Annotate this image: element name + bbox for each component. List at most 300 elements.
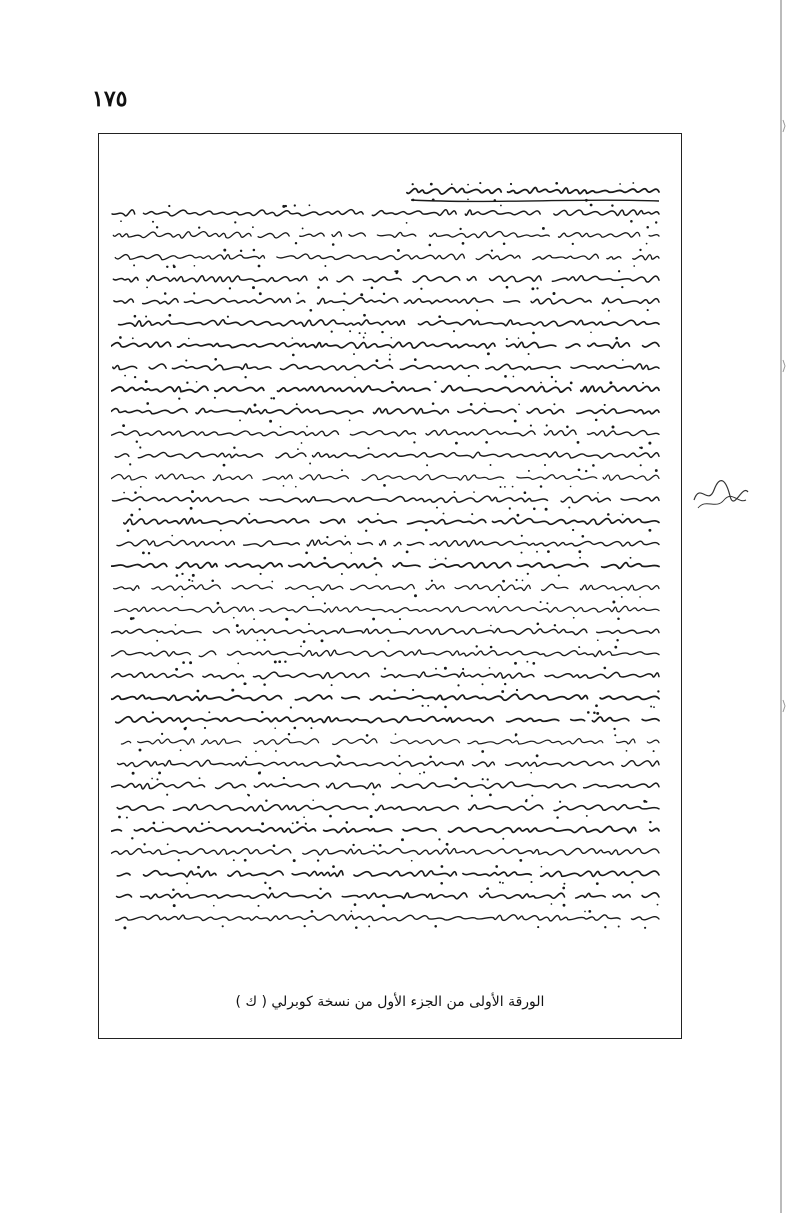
diacritic-dot: [381, 331, 383, 333]
ink-stroke: [117, 871, 659, 877]
manuscript-line: [111, 557, 659, 577]
diacritic-dot: [355, 926, 358, 929]
diacritic-dot: [211, 580, 214, 583]
diacritic-dot: [614, 734, 616, 736]
ink-stroke: [113, 364, 659, 370]
diacritic-dot: [134, 376, 136, 378]
diacritic-dot: [399, 618, 401, 620]
manuscript-line: [111, 380, 659, 400]
diacritic-dot: [387, 640, 389, 642]
diacritic-dot: [127, 529, 130, 532]
diacritic-dot: [476, 645, 478, 647]
diacritic-dot: [192, 574, 195, 577]
diacritic-dot: [178, 397, 180, 399]
diacritic-dot: [531, 795, 533, 797]
diacritic-dot: [524, 491, 527, 494]
diacritic-dot: [431, 580, 433, 582]
diacritic-dot: [273, 844, 276, 847]
diacritic-dot: [372, 618, 375, 621]
diacritic-dot: [482, 778, 484, 780]
diacritic-dot: [223, 249, 226, 252]
diacritic-dot: [554, 624, 556, 626]
diacritic-dot: [129, 463, 131, 465]
diacritic-dot: [332, 865, 335, 868]
manuscript-line: [111, 336, 659, 356]
diacritic-dot: [537, 926, 539, 928]
diacritic-dot: [397, 249, 400, 252]
diacritic-dot: [423, 771, 425, 773]
diacritic-dot: [499, 881, 501, 883]
diacritic-dot: [162, 822, 164, 824]
diacritic-dot: [383, 293, 385, 295]
diacritic-dot: [168, 314, 171, 317]
manuscript-line: [116, 910, 659, 929]
manuscript-line: [117, 865, 659, 885]
diacritic-dot: [420, 288, 422, 290]
diacritic-dot: [305, 823, 307, 825]
diacritic-dot: [655, 221, 657, 223]
diacritic-dot: [521, 535, 523, 537]
diacritic-dot: [603, 667, 606, 670]
diacritic-dot: [604, 926, 606, 928]
diacritic-dot: [391, 337, 393, 339]
diacritic-dot: [274, 660, 277, 663]
diacritic-dot: [156, 226, 158, 228]
diacritic-dot: [259, 771, 261, 773]
diacritic-dot: [301, 442, 303, 444]
diacritic-dot: [632, 182, 634, 184]
diacritic-dot: [311, 910, 314, 913]
diacritic-dot: [649, 821, 651, 823]
diacritic-dot: [562, 887, 565, 890]
diacritic-dot: [375, 574, 377, 576]
diacritic-dot: [118, 816, 121, 819]
diacritic-dot: [297, 448, 299, 450]
diacritic-dot: [263, 639, 265, 641]
diacritic-dot: [495, 865, 498, 868]
diacritic-dot: [476, 309, 478, 311]
diacritic-dot: [233, 617, 235, 619]
manuscript-line: [115, 249, 659, 269]
diacritic-dot: [132, 337, 134, 339]
ink-stroke: [115, 606, 659, 612]
diacritic-dot: [214, 358, 217, 361]
diacritic-dot: [570, 486, 572, 488]
diacritic-dot: [164, 292, 167, 295]
diacritic-dot: [468, 375, 470, 377]
manuscript-line: [113, 226, 659, 246]
ink-stroke: [117, 540, 659, 547]
diacritic-dot: [359, 332, 361, 334]
manuscript-line: [113, 358, 659, 378]
diacritic-dot: [528, 353, 530, 355]
diacritic-dot: [470, 403, 473, 406]
manuscript-line: [116, 711, 659, 730]
diacritic-dot: [502, 838, 504, 840]
ink-stroke: [111, 650, 659, 657]
diacritic-dot: [213, 905, 215, 907]
diacritic-dot: [530, 772, 532, 774]
diacritic-dot: [653, 750, 655, 752]
diacritic-dot: [261, 822, 264, 825]
diacritic-dot: [198, 226, 200, 228]
diacritic-dot: [151, 778, 153, 780]
diacritic-dot: [573, 617, 575, 619]
diacritic-dot: [236, 624, 239, 627]
diacritic-dot: [349, 420, 351, 422]
ink-stroke: [111, 562, 659, 568]
diacritic-dot: [173, 904, 176, 907]
diacritic-dot: [394, 689, 396, 691]
diacritic-dot: [182, 661, 185, 664]
diacritic-dot: [239, 419, 241, 421]
diacritic-dot: [630, 220, 633, 223]
diacritic-dot: [349, 330, 351, 332]
diacritic-dot: [491, 249, 493, 251]
diacritic-dot: [176, 574, 179, 577]
diacritic-dot: [581, 535, 584, 538]
diacritic-dot: [130, 514, 133, 517]
diacritic-dot: [323, 557, 326, 560]
manuscript-line: [114, 579, 659, 598]
diacritic-dot: [124, 375, 126, 377]
diacritic-dot: [309, 204, 311, 206]
diacritic-dot: [647, 309, 649, 311]
manuscript-frame: [98, 133, 682, 1039]
diacritic-dot: [244, 859, 247, 862]
diacritic-dot: [295, 486, 297, 488]
ink-stroke: [407, 188, 659, 194]
diacritic-dot: [414, 358, 417, 361]
diacritic-dot: [275, 750, 277, 752]
diacritic-dot: [248, 513, 250, 515]
diacritic-dot: [175, 624, 177, 626]
diacritic-dot: [208, 711, 210, 713]
diacritic-dot: [185, 359, 187, 361]
diacritic-dot: [555, 182, 558, 185]
diacritic-dot: [532, 662, 535, 665]
manuscript-line: [111, 314, 659, 334]
manuscript-line: [111, 645, 659, 665]
manuscript-line: [111, 623, 659, 643]
diacritic-dot: [533, 508, 536, 511]
diacritic-dot: [471, 795, 473, 797]
diacritic-dot: [172, 889, 175, 892]
ink-stroke: [111, 408, 659, 414]
diacritic-dot: [317, 286, 320, 289]
diacritic-dot: [482, 683, 484, 685]
diacritic-dot: [531, 287, 534, 290]
diacritic-dot: [269, 887, 272, 890]
diacritic-dot: [372, 793, 374, 795]
diacritic-dot: [412, 689, 414, 691]
diacritic-dot: [434, 381, 436, 383]
ink-stroke: [112, 210, 659, 216]
diacritic-dot: [553, 292, 556, 295]
diacritic-dot: [577, 441, 580, 444]
ink-stroke: [117, 893, 659, 899]
diacritic-dot: [570, 382, 573, 385]
diacritic-dot: [622, 513, 624, 515]
diacritic-dot: [427, 705, 429, 707]
diacritic-dot: [136, 441, 138, 443]
diacritic-dot: [324, 265, 326, 267]
diacritic-dot: [501, 690, 504, 693]
diacritic-dot: [303, 816, 305, 818]
diacritic-dot: [544, 464, 546, 466]
diacritic-dot: [227, 316, 229, 318]
diacritic-dot: [294, 204, 296, 206]
diacritic-dot: [504, 683, 506, 685]
diacritic-dot: [572, 243, 574, 245]
diacritic-dot: [161, 733, 163, 735]
diacritic-dot: [513, 376, 515, 378]
diacritic-dot: [657, 904, 659, 906]
handwritten-text-lines: [111, 174, 671, 934]
diacritic-dot: [188, 579, 190, 581]
diacritic-dot: [204, 727, 206, 729]
ink-stroke: [111, 386, 659, 392]
diacritic-dot: [293, 859, 296, 862]
diacritic-dot: [396, 270, 399, 273]
diacritic-dot: [503, 243, 506, 246]
diacritic-dot: [326, 536, 328, 538]
diacritic-dot: [331, 684, 333, 686]
diacritic-dot: [616, 639, 618, 641]
manuscript-line: [114, 292, 659, 312]
diacritic-dot: [274, 727, 276, 729]
diacritic-dot: [440, 882, 443, 885]
ink-stroke: [111, 672, 659, 679]
diacritic-dot: [621, 286, 623, 288]
diacritic-dot: [429, 756, 432, 759]
diacritic-dot: [175, 668, 178, 671]
manuscript-line: [117, 535, 659, 555]
diacritic-dot: [220, 529, 222, 531]
ink-stroke: [111, 848, 659, 855]
diacritic-dot: [504, 486, 506, 488]
diacritic-dot: [590, 204, 593, 207]
diacritic-dot: [201, 822, 203, 824]
diacritic-dot: [233, 446, 235, 448]
diacritic-dot: [354, 903, 357, 906]
diacritic-dot: [222, 925, 224, 927]
diacritic-dot: [487, 352, 490, 355]
diacritic-dot: [303, 640, 306, 643]
diacritic-dot: [188, 338, 190, 340]
ink-stroke: [115, 254, 659, 260]
diacritic-dot: [502, 882, 504, 884]
manuscript-line: [115, 601, 659, 621]
diacritic-dot: [217, 602, 220, 605]
diacritic-dot: [406, 551, 409, 554]
diacritic-dot: [252, 226, 254, 228]
diacritic-dot: [455, 442, 458, 445]
diacritic-dot: [363, 337, 365, 339]
diacritic-dot: [329, 815, 332, 818]
diacritic-dot: [343, 293, 345, 295]
diacritic-dot: [178, 859, 180, 861]
diacritic-dot: [156, 778, 158, 780]
diacritic-dot: [473, 491, 475, 493]
diacritic-dot: [282, 205, 285, 208]
diacritic-dot: [547, 550, 550, 553]
diacritic-dot: [532, 332, 535, 335]
diacritic-dot: [453, 330, 455, 332]
diacritic-dot: [341, 469, 343, 471]
diacritic-dot: [197, 690, 200, 693]
diacritic-dot: [630, 557, 632, 559]
diacritic-dot: [446, 843, 449, 846]
diacritic-dot: [514, 420, 517, 423]
diacritic-dot: [261, 711, 263, 713]
diacritic-dot: [184, 728, 186, 730]
diacritic-dot: [556, 816, 558, 818]
diacritic-dot: [258, 265, 261, 268]
diacritic-dot: [122, 424, 125, 427]
diacritic-dot: [312, 799, 314, 801]
diacritic-dot: [373, 844, 375, 846]
ink-stroke: [111, 320, 659, 327]
diacritic-dot: [509, 507, 511, 509]
diacritic-dot: [229, 287, 231, 289]
diacritic-dot: [430, 183, 433, 186]
diacritic-dot: [586, 815, 588, 817]
figure-caption: الورقة الأولى من الجزء الأول من نسخة كوبرلي ( ك ): [235, 994, 545, 1010]
diacritic-dot: [292, 822, 294, 824]
diacritic-dot: [650, 706, 652, 708]
diacritic-dot: [441, 865, 444, 868]
diacritic-dot: [231, 689, 234, 692]
diacritic-dot: [551, 903, 553, 905]
diacritic-dot: [498, 596, 500, 598]
ink-stroke: [116, 915, 659, 921]
diacritic-dot: [336, 755, 338, 757]
diacritic-dot: [622, 359, 624, 361]
diacritic-dot: [363, 314, 366, 317]
diacritic-dot: [413, 441, 415, 443]
diacritic-dot: [587, 711, 590, 714]
diacritic-dot: [208, 821, 210, 823]
diacritic-dot: [168, 205, 170, 207]
diacritic-dot: [572, 529, 574, 531]
diacritic-dot: [443, 513, 445, 515]
diacritic-dot: [607, 513, 610, 516]
diacritic-dot: [559, 801, 561, 803]
diacritic-dot: [401, 838, 404, 841]
manuscript-line: [111, 513, 659, 532]
diacritic-dot: [290, 706, 292, 708]
diacritic-dot: [588, 910, 591, 913]
diacritic-dot: [181, 573, 183, 575]
diacritic-dot: [512, 486, 514, 488]
diacritic-dot: [486, 888, 488, 890]
diacritic-dot: [451, 183, 453, 185]
diacritic-dot: [284, 660, 286, 662]
diacritic-dot: [173, 265, 176, 268]
page-edge-strip: [777, 0, 787, 1213]
diacritic-dot: [555, 380, 557, 382]
manuscript-line: [111, 821, 659, 841]
manuscript-line: [117, 799, 659, 819]
diacritic-dot: [145, 380, 148, 383]
diacritic-dot: [193, 292, 195, 294]
diacritic-dot: [597, 492, 599, 494]
diacritic-dot: [365, 530, 367, 532]
diacritic-dot: [260, 573, 262, 575]
diacritic-dot: [234, 221, 236, 223]
diacritic-dot: [639, 249, 641, 251]
diacritic-dot: [269, 420, 272, 423]
diacritic-dot: [453, 491, 455, 493]
diacritic-dot: [398, 755, 400, 757]
diacritic-dot: [551, 376, 553, 378]
diacritic-dot: [536, 754, 539, 757]
diacritic-dot: [426, 464, 428, 466]
diacritic-dot: [522, 580, 524, 582]
ink-stroke: [111, 430, 659, 436]
diacritic-dot: [462, 668, 464, 670]
diacritic-dot: [297, 292, 299, 294]
diacritic-dot: [148, 552, 150, 554]
diacritic-dot: [540, 485, 543, 488]
ink-stroke: [111, 518, 659, 524]
diacritic-dot: [646, 226, 649, 229]
diacritic-dot: [479, 182, 481, 184]
diacritic-dot: [283, 777, 285, 779]
diacritic-dot: [194, 265, 196, 267]
diacritic-dot: [146, 287, 148, 289]
diacritic-dot: [312, 596, 314, 598]
diacritic-dot: [584, 911, 586, 913]
diacritic-dot: [253, 249, 256, 252]
diacritic-dot: [411, 860, 413, 862]
diacritic-dot: [518, 404, 520, 406]
diacritic-dot: [292, 337, 294, 339]
diacritic-dot: [593, 712, 596, 715]
diacritic-dot: [223, 464, 226, 467]
diacritic-dot: [578, 468, 581, 471]
ink-stroke: [111, 342, 659, 348]
diacritic-dot: [293, 727, 296, 730]
diacritic-dot: [506, 338, 508, 340]
diacritic-dot: [309, 463, 311, 465]
ink-stroke: [117, 805, 659, 811]
diacritic-dot: [331, 331, 333, 333]
diacritic-dot: [152, 221, 154, 223]
diacritic-dot: [618, 925, 620, 927]
diacritic-dot: [590, 331, 592, 333]
manuscript-line: [118, 754, 659, 774]
manuscript-line: [112, 733, 659, 753]
manuscript-line: [111, 843, 659, 862]
diacritic-dot: [579, 557, 581, 559]
diacritic-dot: [540, 382, 542, 384]
diacritic-dot: [489, 667, 491, 669]
diacritic-dot: [514, 662, 517, 665]
diacritic-dot: [515, 733, 518, 736]
diacritic-dot: [332, 243, 335, 246]
diacritic-dot: [530, 881, 532, 883]
diacritic-dot: [425, 529, 428, 532]
diacritic-dot: [526, 661, 528, 663]
marginal-annotation: [690, 470, 752, 514]
diacritic-dot: [191, 580, 193, 582]
diacritic-dot: [244, 683, 246, 685]
diacritic-dot: [181, 596, 183, 598]
diacritic-dot: [540, 601, 542, 603]
diacritic-dot: [444, 667, 447, 670]
